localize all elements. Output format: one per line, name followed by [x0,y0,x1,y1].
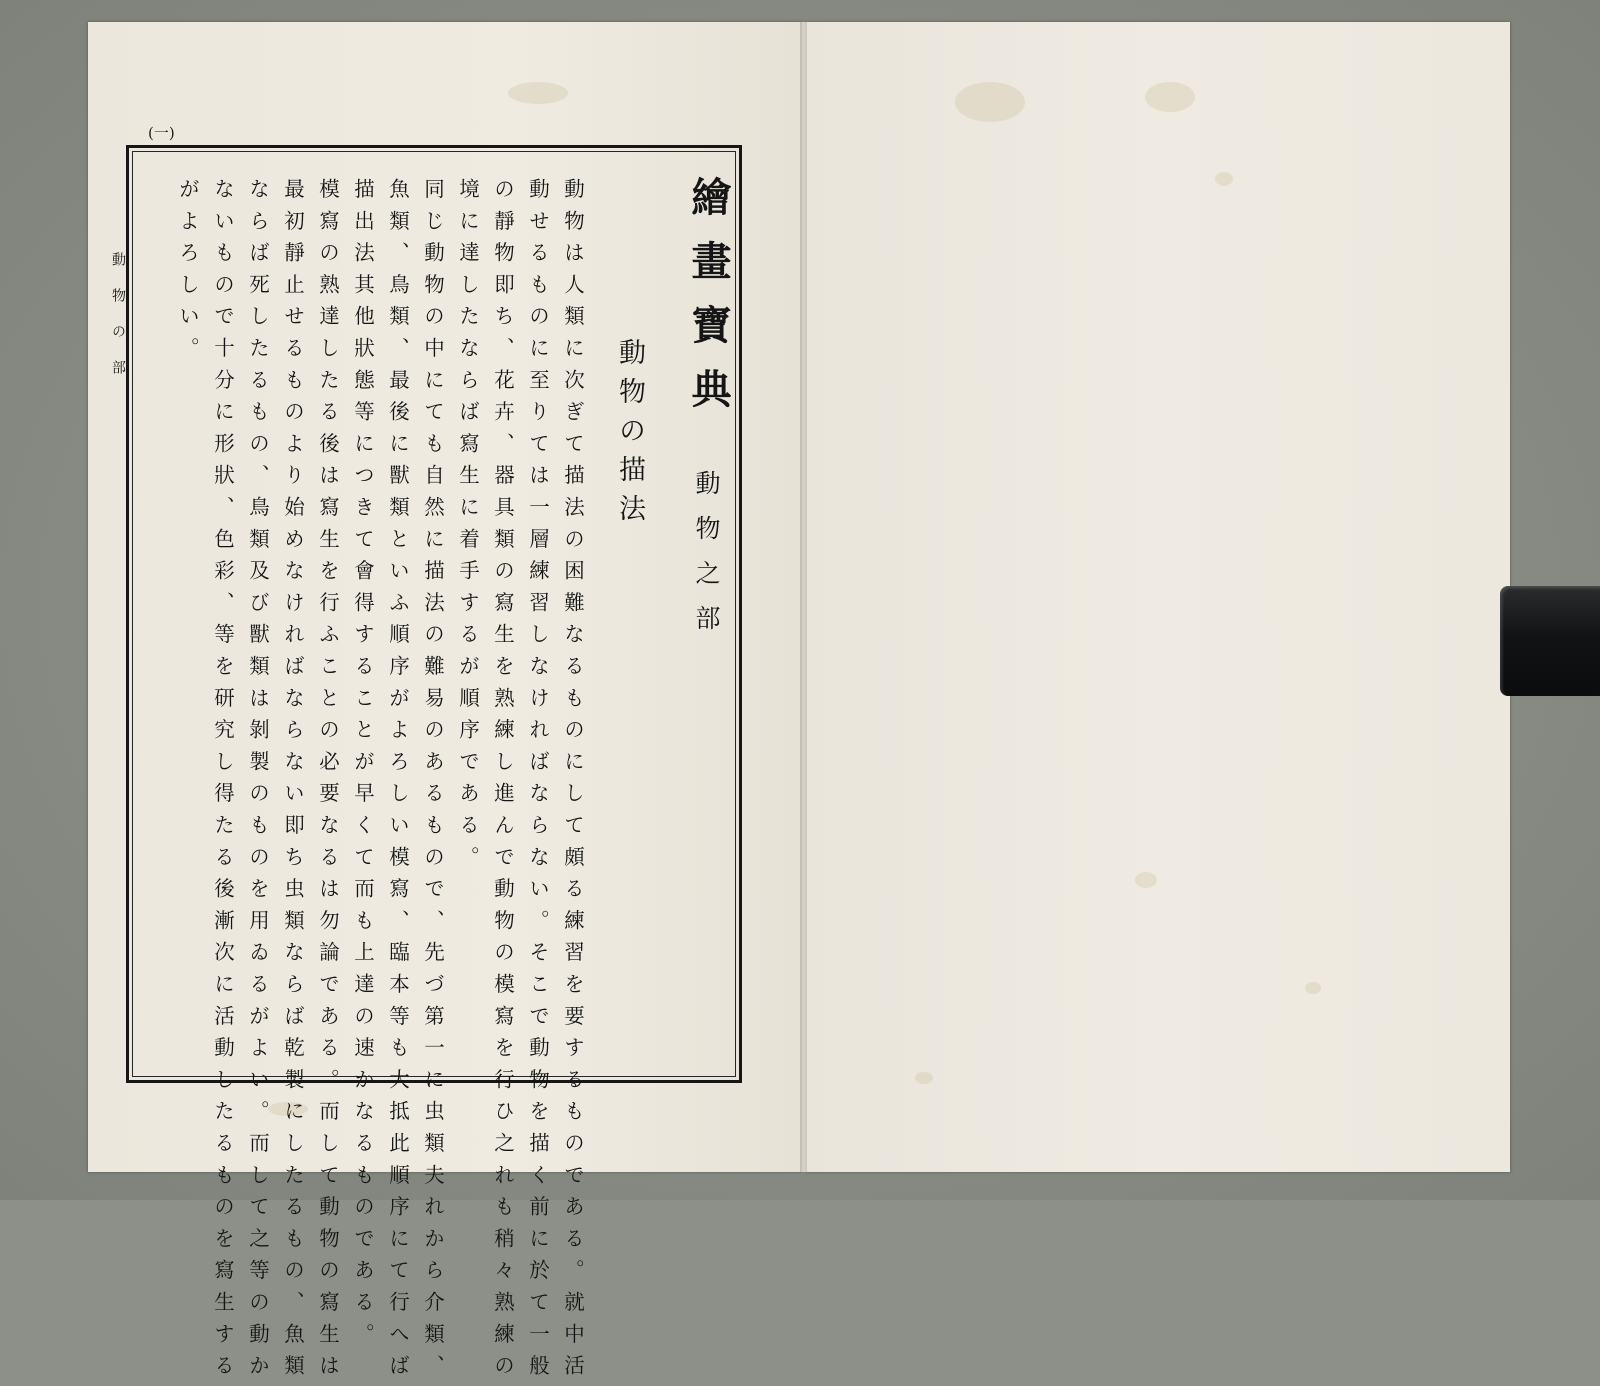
body-line: の靜物即ち、花卉、器具類の寫生を熟練し進んで動物の模寫を行ひ之れも稍々熟練の [490,178,515,1386]
book-title: 繪畫寶典 [685,176,732,432]
right-page [805,22,1510,1172]
paper-stain [955,82,1025,122]
paper-stain [1145,82,1195,112]
body-line: 模寫の熟達したる後は寫生を行ふことの必要なるは勿論である。而して動物の寫生は [315,178,340,1386]
body-line: 動せるものに至りては一層練習しなければならない。そこで動物を描く前に於て一般 [525,178,550,1386]
body-line: 同じ動物の中にても自然に描法の難易のあるもので、先づ第一に虫類夫れから介類、 [420,178,445,1386]
page-number: (一) [148,124,175,142]
body-line: 境に達したならば寫生に着手するが順序である。 [455,178,480,878]
paper-stain [508,82,568,104]
paper-stain [1305,982,1321,994]
body-line: 魚類、鳥類、最後に獸類といふ順序がよろしい模寫、臨本等も大抵此順序にて行へば [385,178,410,1386]
body-line: 最初靜止せるものより始めなければならない即ち虫類ならば乾製にしたるもの、魚類 [280,178,305,1386]
section-label: 動物之部 [692,470,721,650]
paper-stain [1135,872,1157,888]
body-line: 動物は人類に次ぎて描法の困難なるものにして頗る練習を要するものである。就中活 [560,178,585,1386]
book-spine [800,22,807,1172]
body-line: がよろしい。 [175,178,200,369]
binder-clip [1500,586,1600,696]
paper-stain [915,1072,933,1084]
body-line: ないもので十分に形狀、色彩、等を研究し得たる後漸次に活動したるものを寫生する [210,178,235,1386]
body-line: ならば死したるもの、鳥類及び獸類は剝製のものを用ゐるがよい。而して之等の動か [245,178,270,1386]
chapter-heading: 動物の描法 [614,338,645,533]
body-line: 描出法其他狀態等につきて會得することが早くて而も上達の速かなるものである。 [350,178,375,1355]
margin-label: 動物の部 [110,252,126,396]
paper-stain [1215,172,1233,186]
